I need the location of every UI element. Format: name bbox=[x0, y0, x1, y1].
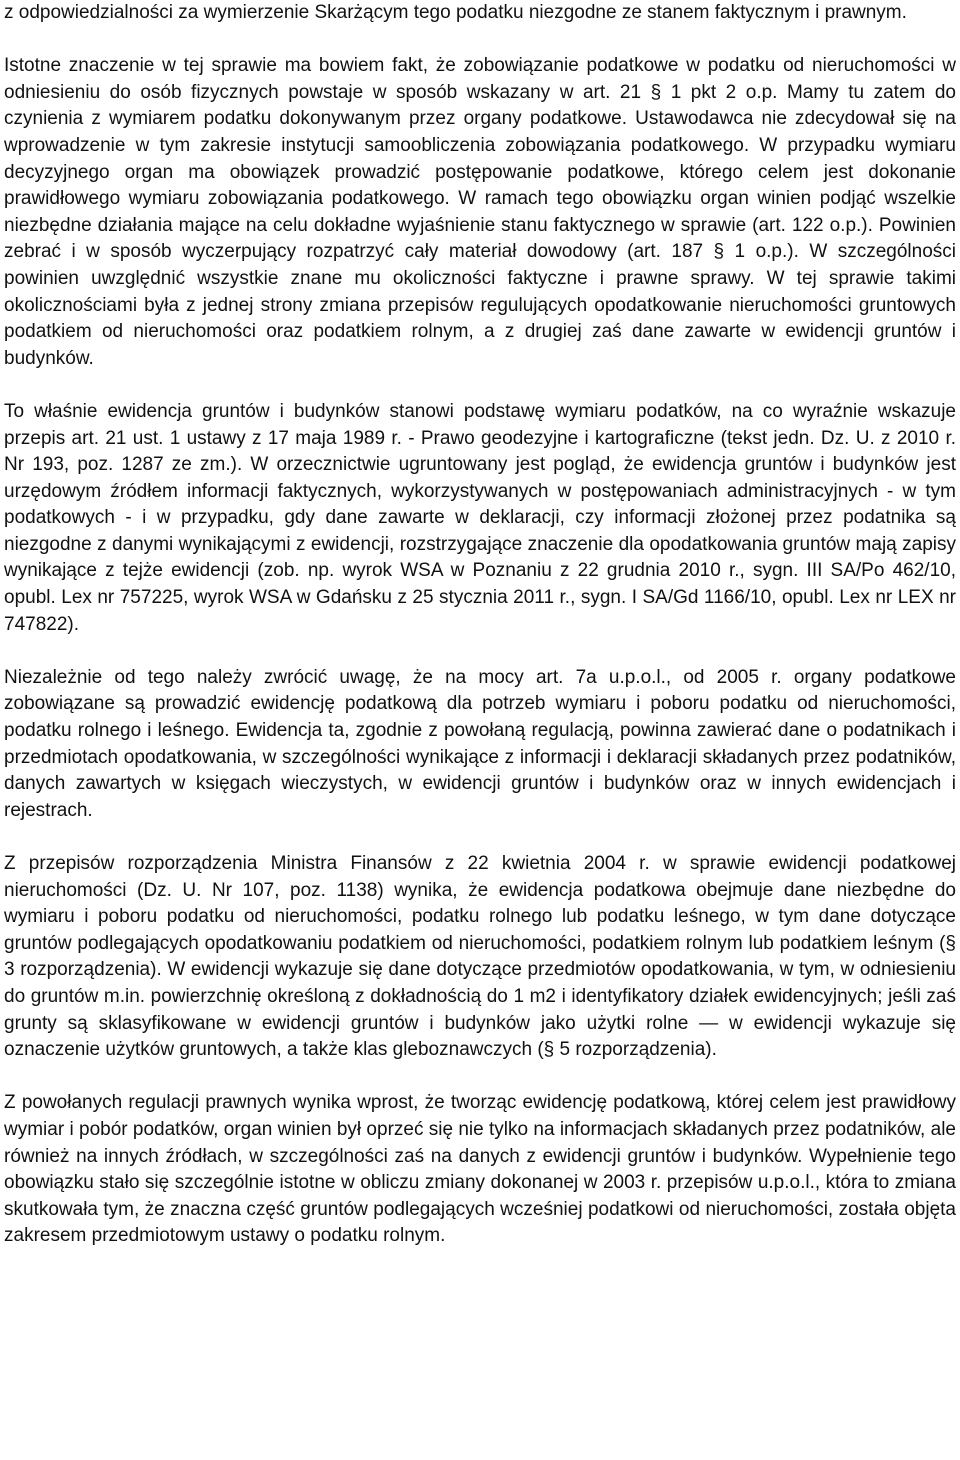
paragraph-3: To właśnie ewidencja gruntów i budynków stanowi podstawę wymiaru podatków, na co wyraźnie wskazuje przepis art. 21 ust. 1 ustawy z 17 maja 1989 r. - Prawo geodezyjne i kartograficzne (tekst jedn. Dz. U. z 2010 r. Nr 193, poz. 1287 ze zm.). W orzecznictwie ugruntowany jest pogląd, że ewidencja gruntów i budynków jest urzędowym źródłem informacji faktycznych, wykorzystywanych w postępowaniach administracyjnych - w tym podatkowych - i w przypadku, gdy dane zawarte w deklaracji, czy informacji złożonej przez podatnika są niezgodne z danymi wynikającymi z ewidencji, rozstrzygające znaczenie dla opodatkowania gruntów mają zapisy wynikające z tejże ewidencji (zob. np. wyrok WSA w Poznaniu z 22 grudnia 2010 r., sygn. III SA/Po 462/10, opubl. Lex nr 757225, wyrok WSA w Gdańsku z 25 stycznia 2011 r., sygn. I SA/Gd 1166/10, opubl. Lex nr LEX nr 747822). bbox=[4, 400, 956, 635]
paragraph-2: Istotne znaczenie w tej sprawie ma bowiem fakt, że zobowiązanie podatkowe w podatku od nieruchomości w odniesieniu do osób fizycznych powstaje w sposób wskazany w art. 21 § 1 pkt 2 o.p. Mamy tu zatem do czynienia z wymiarem podatku dokonywanym przez organy podatkowe. Ustawodawca nie zdecydował się na wprowadzenie w tym zakresie instytucji samoobliczenia zobowiązania podatkowego. W przypadku wymiaru decyzyjnego organ ma obowiązek prowadzić postępowanie podatkowe, którego celem jest dokonanie prawidłowego wymiaru zobowiązania podatkowego. W ramach tego obowiązku organ winien podjąć wszelkie niezbędne działania mające na celu dokładne wyjaśnienie stanu faktycznego w sprawie (art. 122 o.p.). Powinien zebrać i w sposób wyczerpujący rozpatrzyć cały materiał dowodowy (art. 187 § 1 o.p.). W szczególności powinien uwzględnić wszystkie znane mu okoliczności faktyczne i prawne sprawy. W tej sprawie takimi okolicznościami była z jednej strony zmiana przepisów regulujących opodatkowanie nieruchomości gruntowych podatkiem od nieruchomości oraz podatkiem rolnym, a z drugiej zaś dane zawarte w ewidencji gruntów i budynków. bbox=[4, 55, 956, 369]
paragraph-6: Z powołanych regulacji prawnych wynika wprost, że tworząc ewidencję podatkową, której celem jest prawidłowy wymiar i pobór podatków, organ winien był oprzeć się nie tylko na informacjach składanych przez podatników, ale również na innych źródłach, w szczególności zaś na danych z ewidencji gruntów i budynków. Wypełnienie tego obowiązku stało się szczególnie istotne w obliczu zmiany dokonanej w 2003 r. przepisów u.p.o.l., która to zmiana skutkowała tym, że znaczna część gruntów podlegających wcześniej podatkowi od nieruchomości, została objęta zakresem przedmiotowym ustawy o podatku rolnym. bbox=[4, 1092, 956, 1247]
paragraph-1: z odpowiedzialności za wymierzenie Skarżącym tego podatku niezgodne ze stanem faktycznym i prawnym. bbox=[4, 2, 907, 23]
paragraph-4: Niezależnie od tego należy zwrócić uwagę, że na mocy art. 7a u.p.o.l., od 2005 r. organy podatkowe zobowiązane są prowadzić ewidencję podatkową dla potrzeb wymiaru i poboru podatku od nieruchomości, podatku rolnego i leśnego. Ewidencja ta, zgodnie z powołaną regulacją, powinna zawierać dane o podatnikach i przedmiotach opodatkowania, w szczególności wynikające z informacji i deklaracji składanych przez podatników, danych zawartych w księgach wieczystych, w ewidencji gruntów i budynków oraz w innych ewidencjach i rejestrach. bbox=[4, 666, 956, 821]
paragraph-5: Z przepisów rozporządzenia Ministra Finansów z 22 kwietnia 2004 r. w sprawie ewidencji podatkowej nieruchomości (Dz. U. Nr 107, poz. 1138) wynika, że ewidencja podatkowa obejmuje dane niezbędne do wymiaru i poboru podatku od nieruchomości, podatku rolnego lub podatku leśnego, w tym dane dotyczące gruntów podlegających opodatkowaniu podatkiem od nieruchomości, podatkiem rolnym lub podatkiem leśnym (§ 3 rozporządzenia). W ewidencji wykazuje się dane dotyczące przedmiotów opodatkowania, w tym, w odniesieniu do gruntów m.in. powierzchnię określoną z dokładnością do 1 m2 i identyfikatory działek ewidencyjnych; jeśli zaś grunty są sklasyfikowane w ewidencji gruntów i budynków jako użytki rolne — w ewidencji wykazuje się oznaczenie użytków gruntowych, a także klas gleboznawczych (§ 5 rozporządzenia). bbox=[4, 853, 956, 1061]
